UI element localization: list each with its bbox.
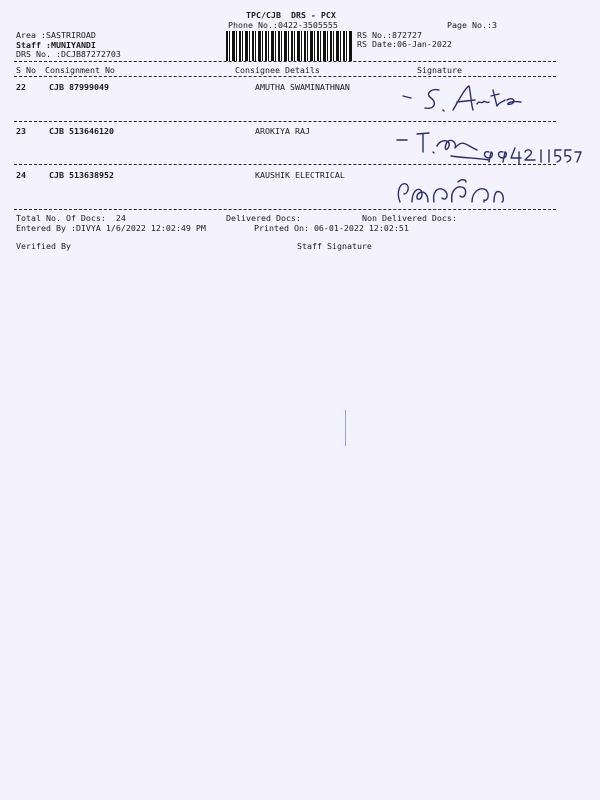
divider [14, 121, 556, 122]
row-consignee: AROKIYA RAJ [255, 126, 310, 136]
divider [14, 164, 556, 165]
row-consignment: CJB 87999049 [49, 82, 109, 92]
rs-date: RS Date:06-Jan-2022 [357, 39, 452, 49]
row-consignment: CJB 513638952 [49, 170, 114, 180]
divider [14, 61, 556, 62]
column-signature: Signature [417, 65, 462, 75]
area-label: Area :SASTRIROAD [16, 30, 96, 40]
delivered-docs: Delivered Docs: [226, 213, 301, 223]
row-sno: 22 [16, 82, 26, 92]
barcode [226, 31, 352, 61]
non-delivered-docs: Non Delivered Docs: [362, 213, 457, 223]
total-docs: Total No. Of Docs: 24 [16, 213, 126, 223]
signature-row-23 [393, 128, 583, 176]
row-consignee: KAUSHIK ELECTRICAL [255, 170, 345, 180]
column-consignment: Consignment No [45, 65, 115, 75]
drs-number: DRS No. :DCJB87272703 [16, 49, 121, 59]
phone-number: Phone No.:0422-3505555 [228, 20, 338, 30]
signature-row-22 [395, 80, 545, 120]
staff-name: MUNIYANDI [50, 40, 96, 50]
verified-by: Verified By [16, 241, 71, 251]
row-sno: 24 [16, 170, 26, 180]
entered-by: Entered By :DIVYA 1/6/2022 12:02:49 PM [16, 223, 206, 233]
staff-prefix: Staff : [16, 40, 51, 50]
column-sno: S No [16, 65, 36, 75]
row-consignment: CJB 513646120 [49, 126, 114, 136]
document-title: TPC/CJB DRS - PCX [246, 10, 336, 20]
divider [14, 76, 556, 77]
scan-mark [345, 410, 346, 446]
row-consignee: AMUTHA SWAMINATHNAN [255, 82, 350, 92]
rs-number: RS No.:872727 [357, 30, 422, 40]
row-sno: 23 [16, 126, 26, 136]
printed-on: Printed On: 06-01-2022 12:02:51 [254, 223, 409, 233]
signature-row-24 [392, 172, 532, 212]
column-consignee: Consignee Details [235, 65, 320, 75]
divider [14, 209, 556, 210]
page-number: Page No.:3 [447, 20, 497, 30]
staff-signature: Staff Signature [297, 241, 372, 251]
